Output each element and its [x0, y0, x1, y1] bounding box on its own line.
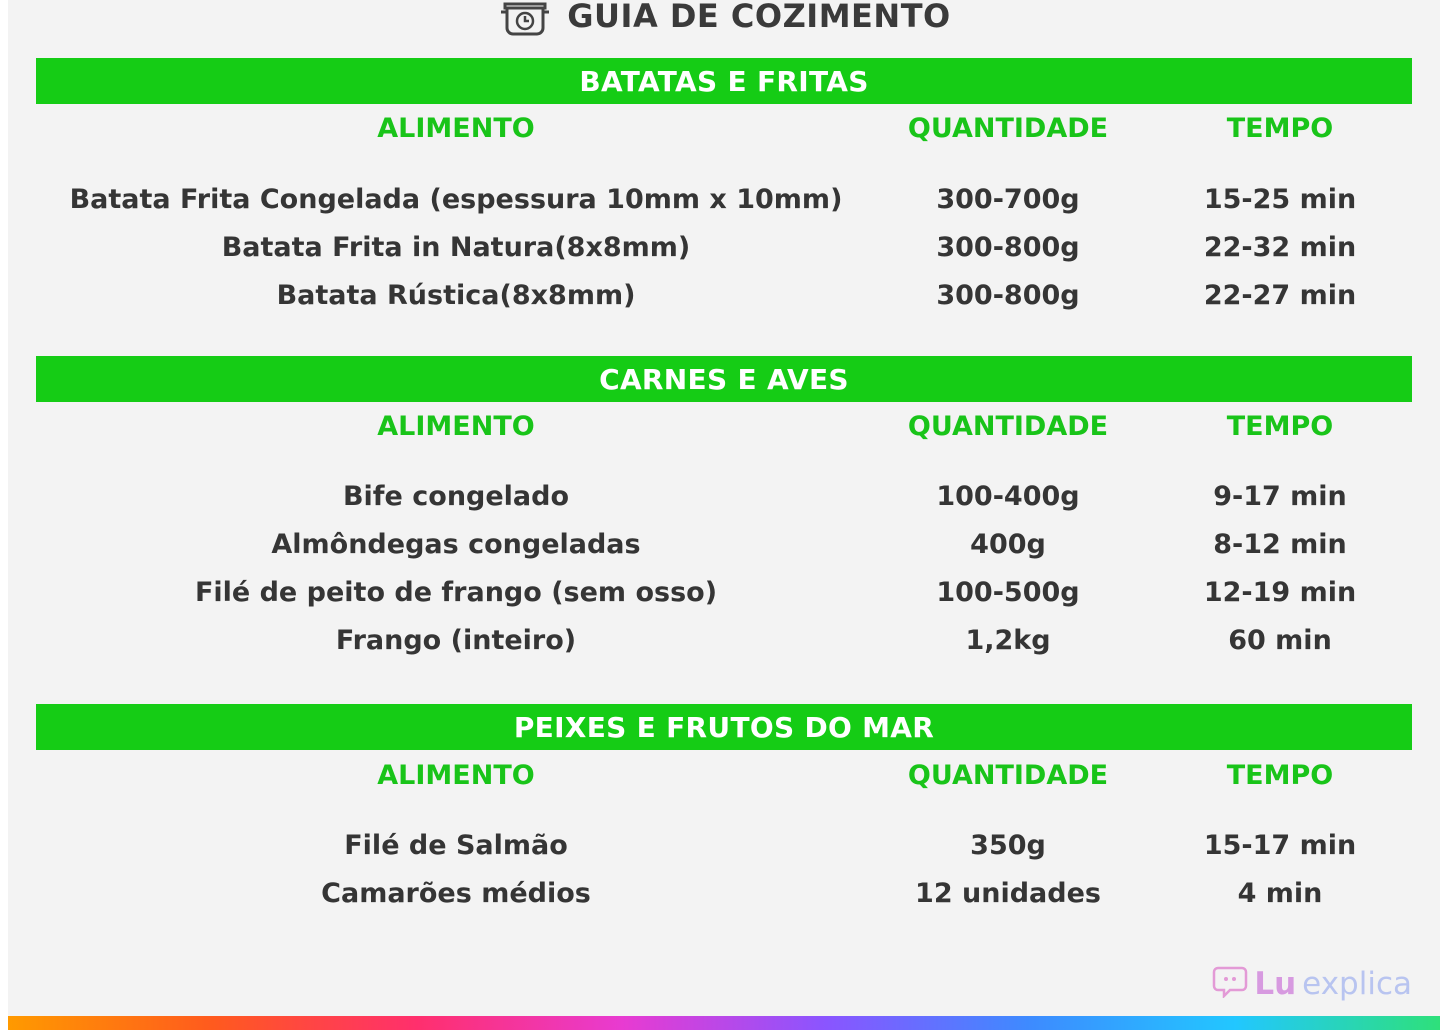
brand-explica: explica	[1302, 966, 1412, 1002]
table-cell-food: Batata Frita in Natura(8x8mm)	[221, 232, 691, 263]
column-header-tempo: TEMPO	[1226, 411, 1334, 442]
table-cell-time: 15-17 min	[1203, 830, 1357, 861]
table-cell-quantity: 300-800g	[936, 280, 1080, 311]
column-header-alimento: ALIMENTO	[377, 760, 535, 791]
section-header-batatas: BATATAS E FRITAS	[36, 58, 1412, 104]
table-cell-time: 22-27 min	[1203, 280, 1357, 311]
table-cell-time: 8-12 min	[1213, 529, 1347, 560]
table-cell-quantity: 12 unidades	[915, 878, 1101, 909]
table-cell-time: 15-25 min	[1203, 184, 1357, 215]
column-header-alimento: ALIMENTO	[377, 113, 535, 144]
page-title-text: GUIA DE COZIMENTO	[567, 0, 951, 35]
table-cell-quantity: 1,2kg	[965, 625, 1051, 656]
table-cell-food: Camarões médios	[321, 878, 591, 909]
table-cell-quantity: 400g	[970, 529, 1046, 560]
page-title	[8, 0, 1440, 38]
lu-explica-logo	[1212, 962, 1412, 1006]
table-cell-food: Batata Frita Congelada (espessura 10mm x 10mm)	[69, 184, 843, 215]
speech-bubble-logo-icon	[1212, 962, 1248, 1006]
column-header-quantidade: QUANTIDADE	[907, 760, 1109, 791]
table-cell-food: Bife congelado	[342, 481, 570, 512]
table-cell-food: Batata Rústica(8x8mm)	[276, 280, 636, 311]
table-cell-food: Filé de peito de frango (sem osso)	[194, 577, 718, 608]
table-cell-quantity: 100-400g	[936, 481, 1080, 512]
cooking-guide-page	[8, 0, 1440, 1030]
table-cell-time: 60 min	[1228, 625, 1332, 656]
pot-timer-icon	[497, 0, 553, 38]
brand-lu: Lu	[1254, 966, 1297, 1002]
table-cell-time: 4 min	[1237, 878, 1323, 909]
section-header-carnes: CARNES E AVES	[36, 356, 1412, 402]
table-cell-quantity: 300-700g	[936, 184, 1080, 215]
column-header-quantidade: QUANTIDADE	[907, 411, 1109, 442]
table-cell-quantity: 100-500g	[936, 577, 1080, 608]
column-header-alimento: ALIMENTO	[377, 411, 535, 442]
table-cell-time: 12-19 min	[1203, 577, 1357, 608]
rainbow-footer-bar	[8, 1016, 1440, 1030]
column-header-tempo: TEMPO	[1226, 760, 1334, 791]
table-cell-time: 22-32 min	[1203, 232, 1357, 263]
section-header-peixes: PEIXES E FRUTOS DO MAR	[36, 704, 1412, 750]
table-cell-quantity: 300-800g	[936, 232, 1080, 263]
table-cell-quantity: 350g	[970, 830, 1046, 861]
column-header-quantidade: QUANTIDADE	[907, 113, 1109, 144]
table-cell-food: Frango (inteiro)	[335, 625, 577, 656]
table-cell-food: Filé de Salmão	[344, 830, 568, 861]
table-cell-time: 9-17 min	[1213, 481, 1347, 512]
table-cell-food: Almôndegas congeladas	[271, 529, 641, 560]
column-header-tempo: TEMPO	[1226, 113, 1334, 144]
